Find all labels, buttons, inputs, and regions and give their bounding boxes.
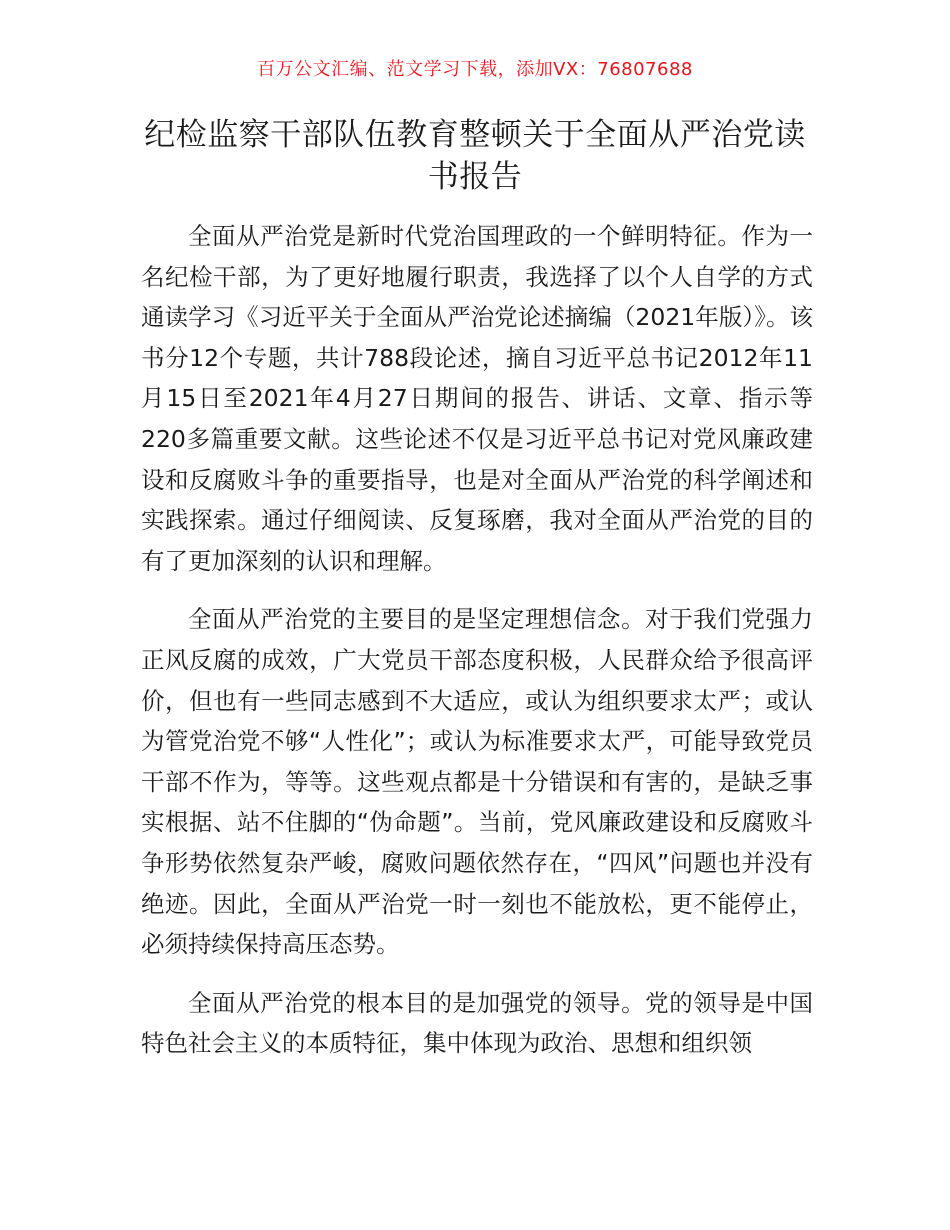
paragraph-2: 全面从严治党的主要目的是坚定理想信念。对于我们党强力正风反腐的成效，广大党员干部态度积极，人民群众给予很高评价，但也有一些同志感到不大适应，或认为组织要求太严；或认为管党治党不够“人性化”；或认为标准要求太严，可能导致党员干部不作为，等等。这些观点都是十分错误和有害的，是缺乏事实根据、站不住脚的“伪命题”。当前，党风廉政建设和反腐败斗争形势依然复杂严峻，腐败问题依然存在，“四风”问题也并没有绝迹。因此，全面从严治党一时一刻也不能放松，更不能停止，必须持续保持高压态势。 <box>141 605 813 959</box>
paragraph-1: 全面从严治党是新时代党治国理政的一个鲜明特征。作为一名纪检干部，为了更好地履行职责，我选择了以个人自学的方式通读学习《习近平关于全面从严治党论述摘编（2021年版）》。该书分12个专题，共计788段论述，摘自习近平总书记2012年11月15日至2021年4月27日期间的报告、讲话、文章、指示等220多篇重要文献。这些论述不仅是习近平总书记对党风廉政建设和反腐败斗争的重要指导，也是对全面从严治党的科学阐述和实践探索。通过仔细阅读、反复琢磨，我对全面从严治党的目的有了更加深刻的认识和理解。 <box>141 222 813 575</box>
paragraph-3: 全面从严治党的根本目的是加强党的领导。党的领导是中国特色社会主义的本质特征，集中体现为政治、思想和组织领 <box>141 988 813 1058</box>
header-watermark-note: 百万公文汇编、范文学习下载，添加VX：76807688 <box>257 59 693 80</box>
document-title: 纪检监察干部队伍教育整顿关于全面从严治党读书报告 <box>144 117 806 195</box>
document-body <box>141 216 813 1082</box>
